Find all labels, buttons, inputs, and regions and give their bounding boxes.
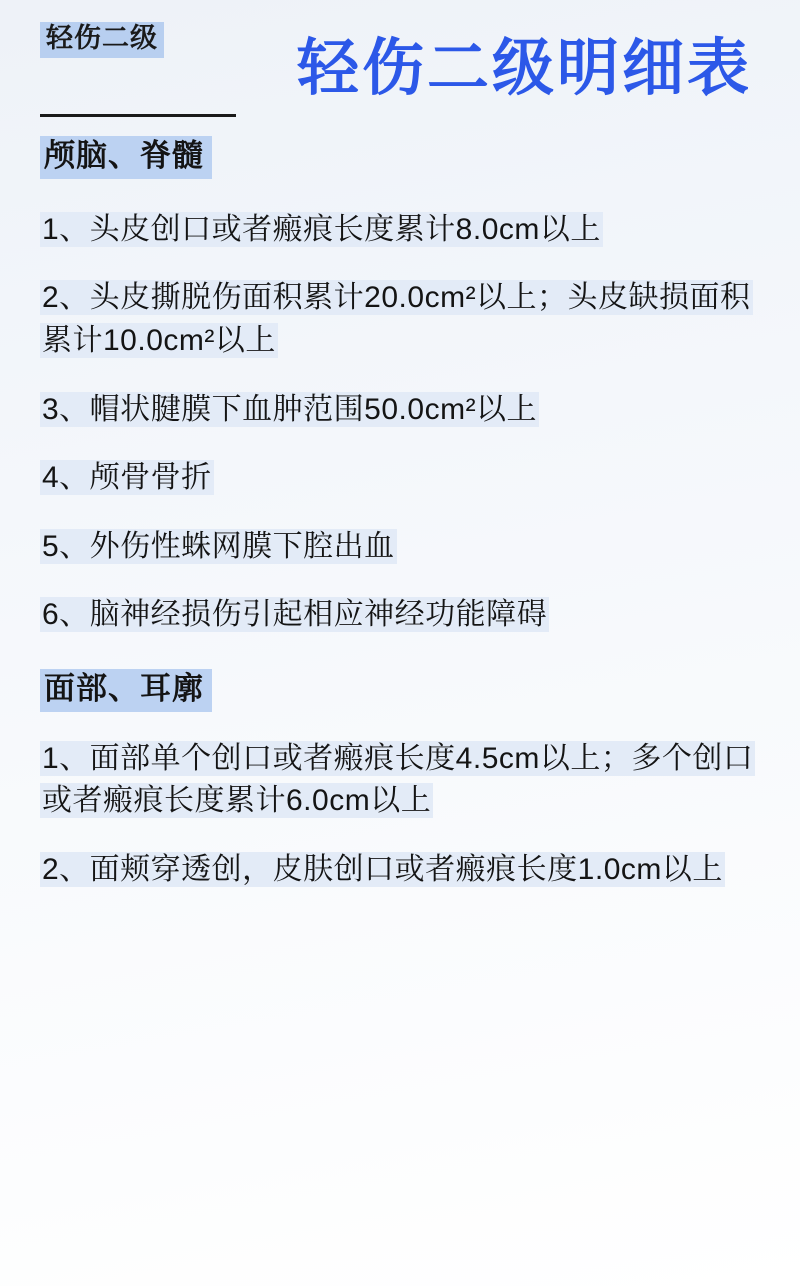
- list-item: [40, 594, 760, 637]
- list-item: [40, 389, 760, 432]
- section-face-ear: [40, 669, 760, 892]
- section-heading-wrap: [40, 669, 760, 712]
- list-item-text: 2、面颊穿透创，皮肤创口或者瘢痕长度1.0cm以上: [42, 852, 723, 886]
- list-item-text: 3、帽状腱膜下血肿范围50.0cm²以上: [42, 392, 538, 426]
- list-item-text: 1、头皮创口或者瘢痕长度累计8.0cm以上: [42, 212, 601, 246]
- title-divider: [40, 114, 236, 117]
- list-item-text: 2、头皮撕脱伤面积累计20.0cm²以上；头皮缺损面积累计10.0cm²以上: [42, 281, 751, 357]
- section-heading-wrap: [40, 136, 760, 179]
- category-tag: 轻伤二级: [40, 22, 164, 58]
- list-item: [40, 277, 760, 362]
- list-item: [40, 526, 760, 569]
- list-item: [40, 849, 760, 892]
- list-item: [40, 457, 760, 500]
- section-heading: 面部、耳廓: [40, 669, 212, 712]
- list-item: [40, 209, 760, 252]
- section-items: [40, 738, 760, 892]
- section-items: [40, 209, 760, 637]
- list-item-text: 5、外伤性蛛网膜下腔出血: [42, 529, 395, 563]
- section-skull-spine: [40, 136, 760, 637]
- list-item: [40, 738, 760, 823]
- list-item-text: 1、面部单个创口或者瘢痕长度4.5cm以上；多个创口或者瘢痕长度累计6.0cm以上: [42, 741, 754, 818]
- list-item-text: 4、颅骨骨折: [42, 461, 212, 495]
- list-item-text: 6、脑神经损伤引起相应神经功能障碍: [42, 598, 548, 632]
- document-header: [40, 22, 760, 142]
- page-title: 轻伤二级明细表: [296, 34, 752, 103]
- section-heading: 颅脑、脊髓: [40, 136, 212, 179]
